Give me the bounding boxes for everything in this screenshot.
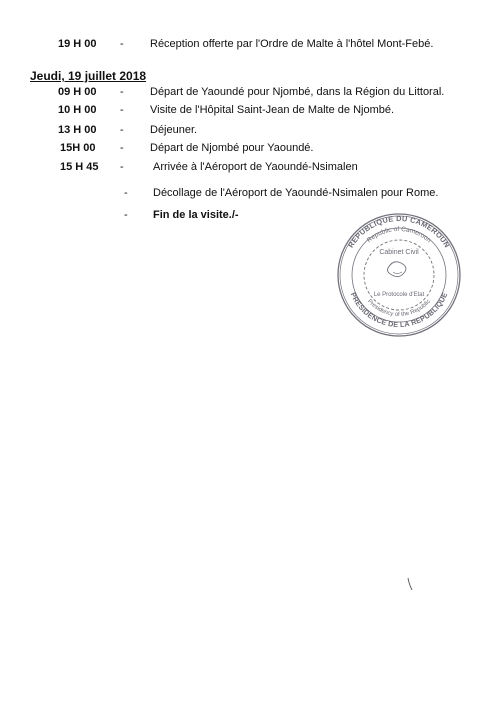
stamp-outer-bottom-text: PRESIDENCE DE LA REPUBLIQUE: [348, 290, 450, 330]
entry-dash: -: [124, 187, 128, 199]
entry-dash: -: [124, 209, 128, 221]
entry-text: Déjeuner.: [150, 124, 198, 136]
entry-time: 19 H 00: [58, 38, 97, 50]
closing-text: Fin de la visite./-: [153, 209, 239, 221]
entry-dash: -: [120, 124, 124, 136]
official-seal-stamp: [336, 212, 462, 338]
entry-time: 09 H 00: [58, 86, 97, 98]
entry-text: Visite de l'Hôpital Saint-Jean de Malte de Njombé.: [150, 104, 395, 116]
stamp-inner-top-text: Republic of Cameroon: [365, 225, 433, 245]
stamp-outer-top-text: REPUBLIQUE DU CAMEROUN: [346, 213, 452, 250]
entry-text: Arrivée à l'Aéroport de Yaoundé-Nsimalen: [153, 161, 358, 173]
entry-dash: -: [120, 142, 124, 154]
svg-text:Republic of Cameroon: [366, 226, 433, 244]
entry-dash: -: [120, 161, 124, 173]
stamp-center-bottom-text: Le Protocole d'Etat: [373, 292, 425, 298]
stamp-center-top-text: Cabinet Civil: [379, 249, 419, 256]
entry-time: 15 H 45: [60, 161, 99, 173]
entry-dash: -: [120, 38, 124, 50]
entry-time: 10 H 00: [58, 104, 97, 116]
entry-dash: -: [120, 86, 124, 98]
entry-text: Réception offerte par l'Ordre de Malte à l'hôtel Mont-Febé.: [150, 38, 434, 50]
entry-time: 13 H 00: [58, 124, 97, 136]
stray-pen-mark: [407, 577, 413, 591]
stamp-inner-bottom-text: Presidency of the Republic: [366, 298, 432, 319]
entry-time: 15H 00: [60, 142, 96, 154]
entry-text: Décollage de l'Aéroport de Yaoundé-Nsimalen pour Rome.: [153, 187, 439, 199]
entry-text: Départ de Njombé pour Yaoundé.: [150, 142, 314, 154]
day-heading: Jeudi, 19 juillet 2018: [30, 69, 147, 83]
entry-text: Départ de Yaoundé pour Njombé, dans la Région du Littoral.: [150, 86, 445, 98]
entry-dash: -: [120, 104, 124, 116]
